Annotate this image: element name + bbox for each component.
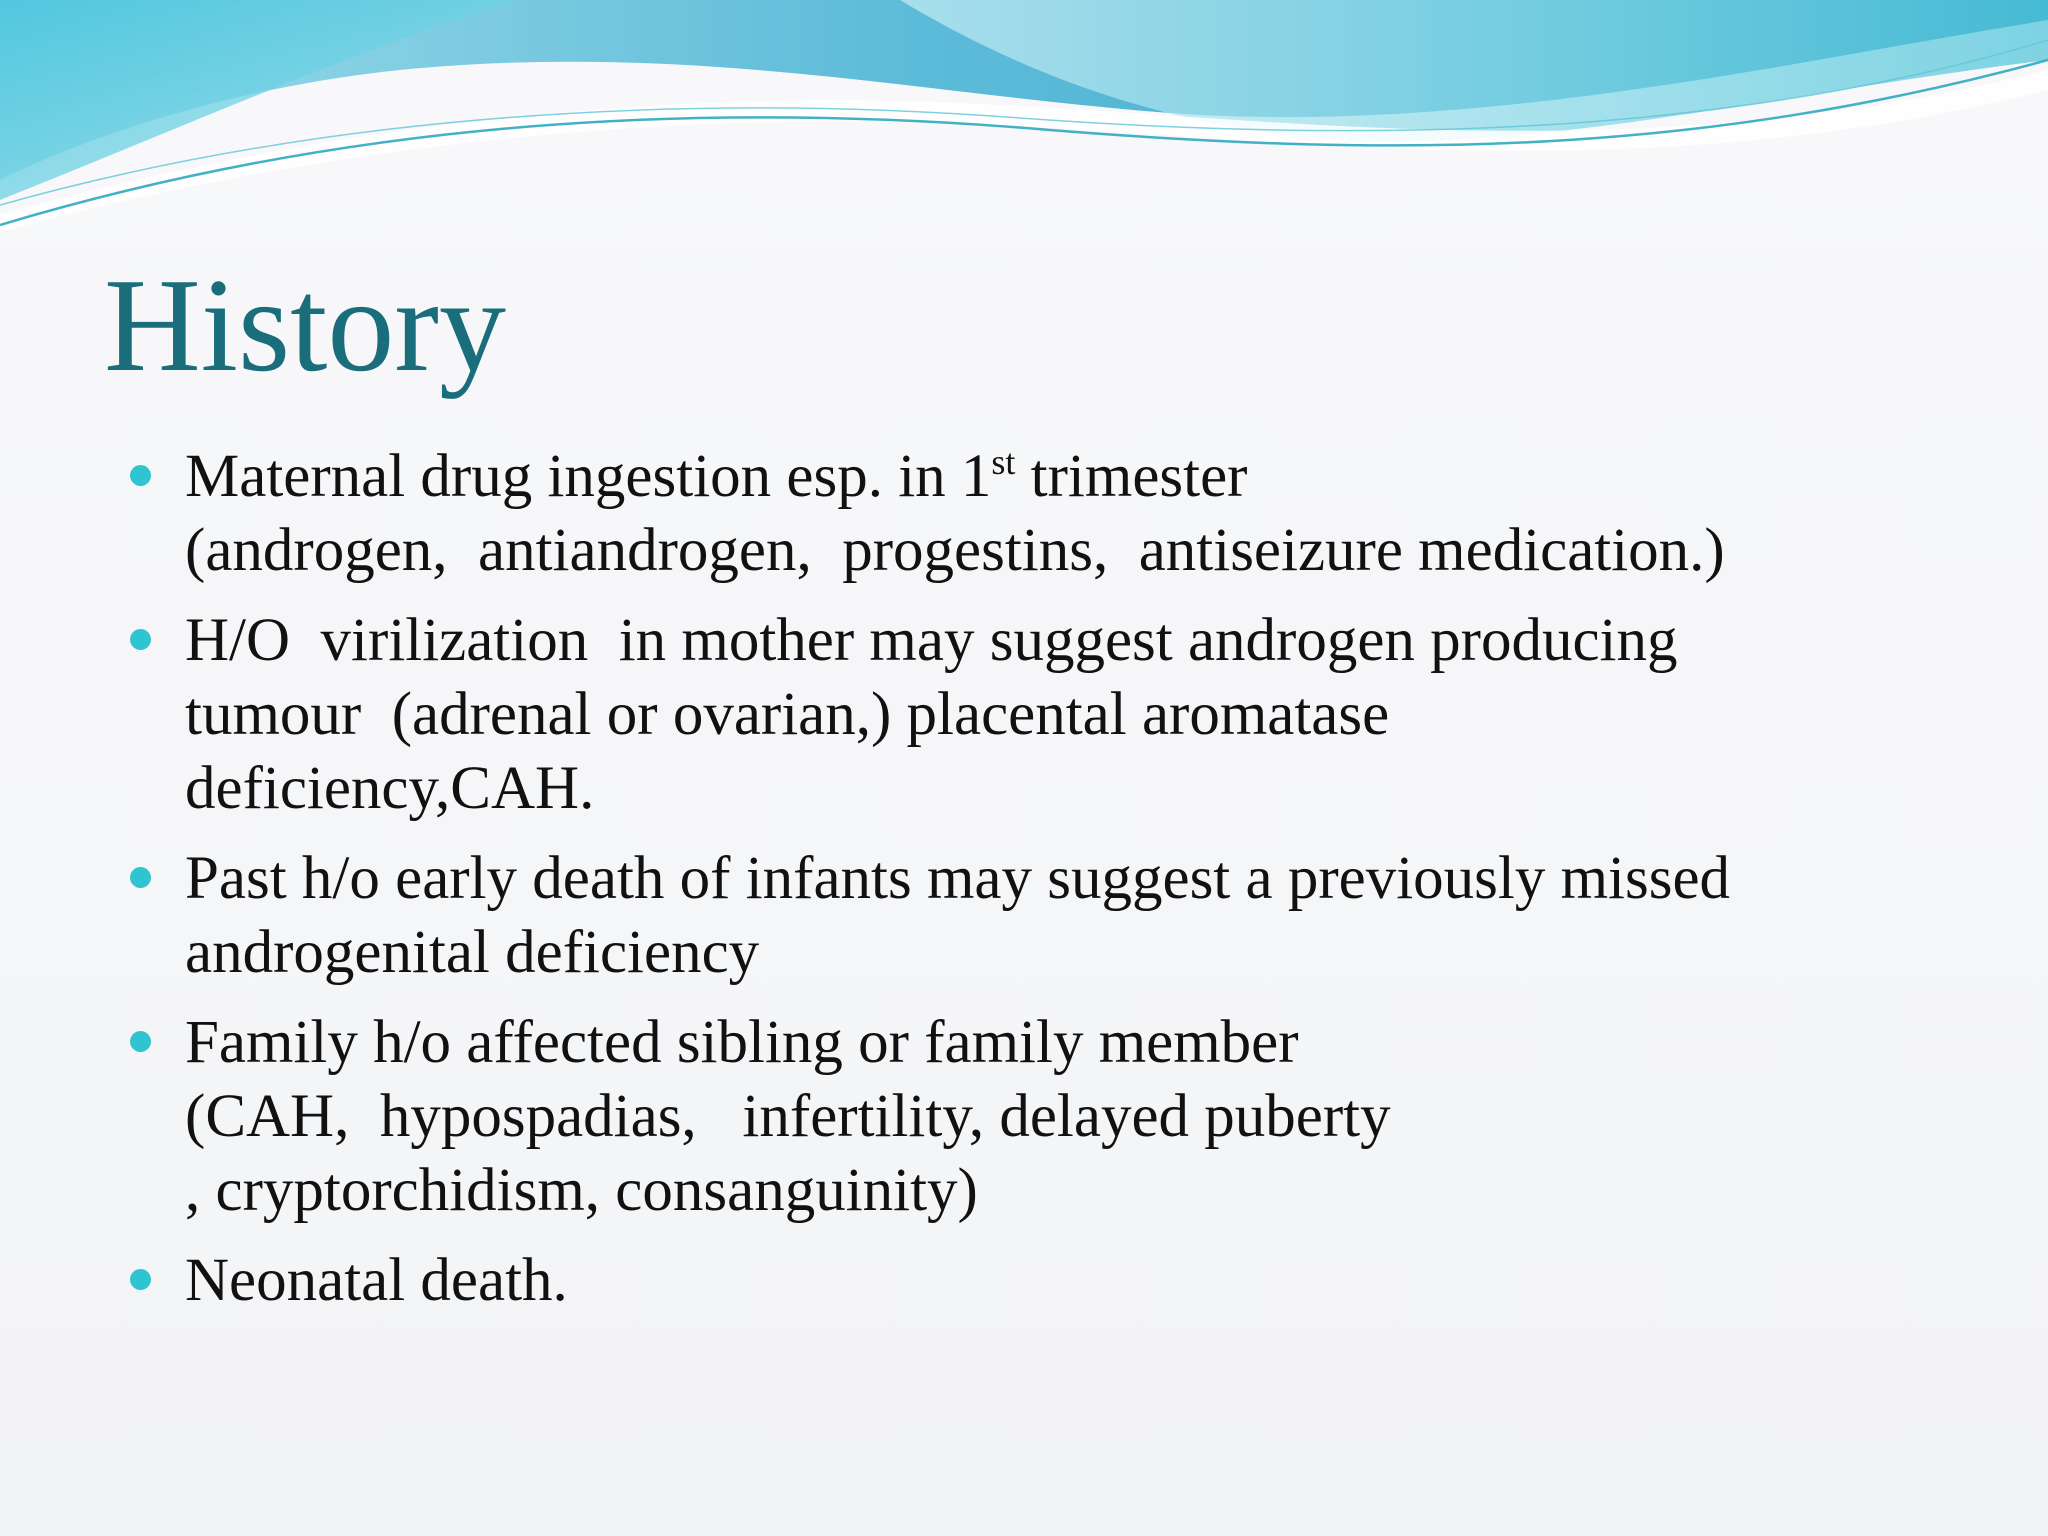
bullet-line: , cryptorchidism, consanguinity)	[185, 1157, 978, 1224]
bullet-line: androgenital deficiency	[185, 919, 760, 986]
bullet-text: trimester	[1015, 443, 1248, 510]
bullet-item-family-history	[120, 1006, 2000, 1228]
bullet-line: Neonatal death.	[185, 1247, 568, 1314]
bullet-line: H/O virilization in mother may suggest androgen producing	[185, 607, 1678, 674]
bullet-line: deficiency,CAH.	[185, 755, 595, 822]
bullet-line	[185, 440, 2000, 514]
bullet-text: Maternal drug ingestion esp. in 1	[185, 443, 992, 510]
bullet-item-early-death	[120, 842, 2000, 990]
bullet-dot-icon	[130, 1269, 151, 1290]
bullet-line: tumour (adrenal or ovarian,) placental aromatase	[185, 681, 1390, 748]
bullet-list	[120, 440, 2000, 1334]
ordinal-superscript: st	[991, 442, 1016, 482]
bullet-line: Past h/o early death of infants may suggest a previously missed	[185, 845, 1731, 912]
bullet-dot-icon	[130, 867, 151, 888]
slide-title: History	[104, 251, 506, 399]
bullet-dot-icon	[130, 629, 151, 650]
bullet-item-virilization	[120, 604, 2000, 826]
bullet-line: (androgen, antiandrogen, progestins, antiseizure medication.)	[185, 517, 1725, 584]
bullet-dot-icon	[130, 465, 151, 486]
bullet-dot-icon	[130, 1031, 151, 1052]
bullet-item-neonatal-death	[120, 1244, 2000, 1318]
decorative-wave-banner	[0, 0, 2048, 240]
bullet-item-maternal-drug	[120, 440, 2000, 588]
bullet-line: (CAH, hypospadias, infertility, delayed puberty	[185, 1083, 1391, 1150]
bullet-line: Family h/o affected sibling or family member	[185, 1009, 1299, 1076]
